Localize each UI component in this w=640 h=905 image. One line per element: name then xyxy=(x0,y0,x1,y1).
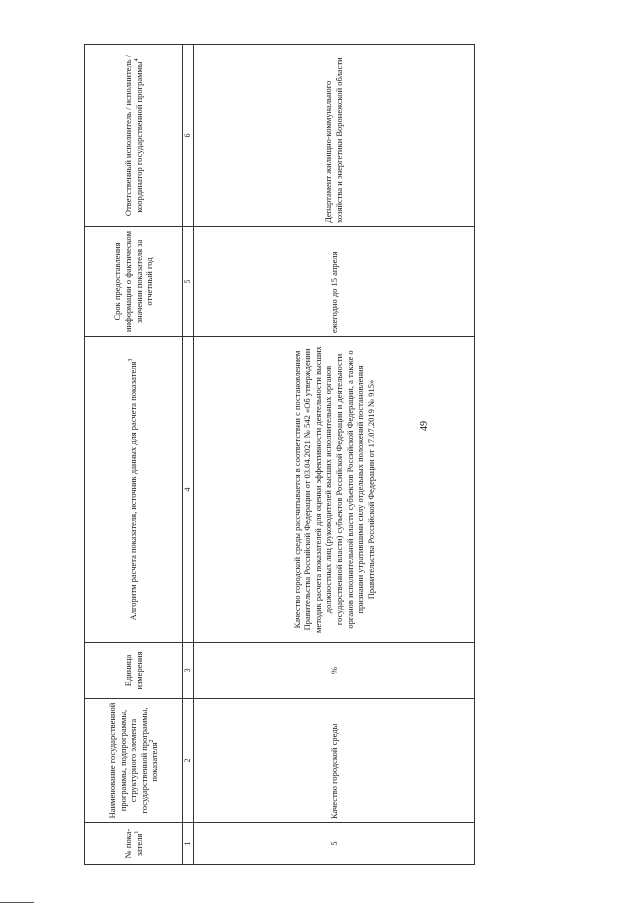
header-cell-name: Наименование государственной программы, подпрограммы, структурного элемента государственной программы, показателя$^2$ xyxy=(85,699,183,823)
column-number: 4 xyxy=(183,337,194,643)
header-cell-deadline: Срок предоставления информации о фактическом значении показателя за отчетный год xyxy=(85,227,183,337)
column-number: 6 xyxy=(183,45,194,227)
row-deadline: ежегодно до 15 апреля xyxy=(194,227,475,337)
indicator-table-rotated xyxy=(84,45,475,865)
row-unit: % xyxy=(194,643,475,699)
column-number: 3 xyxy=(183,643,194,699)
column-number-row xyxy=(183,45,194,865)
header-cell-number: № пока-зателя$^1$ xyxy=(85,823,183,865)
indicator-table xyxy=(84,44,475,865)
table-header-row xyxy=(85,45,183,865)
row-number: 5 xyxy=(194,823,475,865)
footnote-divider xyxy=(0,902,34,903)
column-number: 1 xyxy=(183,823,194,865)
header-cell-unit: Единица измерения xyxy=(85,643,183,699)
header-cell-executor: Ответственный исполнитель / исполнитель / координатор государственной программы$^4$ xyxy=(85,45,183,227)
row-name: Качество городской среды xyxy=(194,699,475,823)
row-executor: Департамент жилищно-коммунального хозяйства и энергетики Воронежской области xyxy=(194,45,475,227)
table-row xyxy=(194,45,475,865)
header-cell-algorithm: Алгоритм расчета показателя, источник данных для расчета показателя$^3$ xyxy=(85,337,183,643)
row-algorithm: Качество городской среды рассчитывается в соответствии с постановлением Правительства Российской Федерации от 03.04.2021 № 542 «Об утверждении методик расчета показателей для оценки эффективности деятельности высших должностных лиц (руководителей высших исполнительных органов государственной власти) субъектов Российской Федерации и деятельности органов исполнительной власти субъектов Российской Федерации, а также о признании утратившими силу отдельных положений постановления Правительства Российской Федерации от 17.07.2019 № 915» xyxy=(194,337,475,643)
column-number: 2 xyxy=(183,699,194,823)
page-number: 49 xyxy=(419,421,430,431)
column-number: 5 xyxy=(183,227,194,337)
